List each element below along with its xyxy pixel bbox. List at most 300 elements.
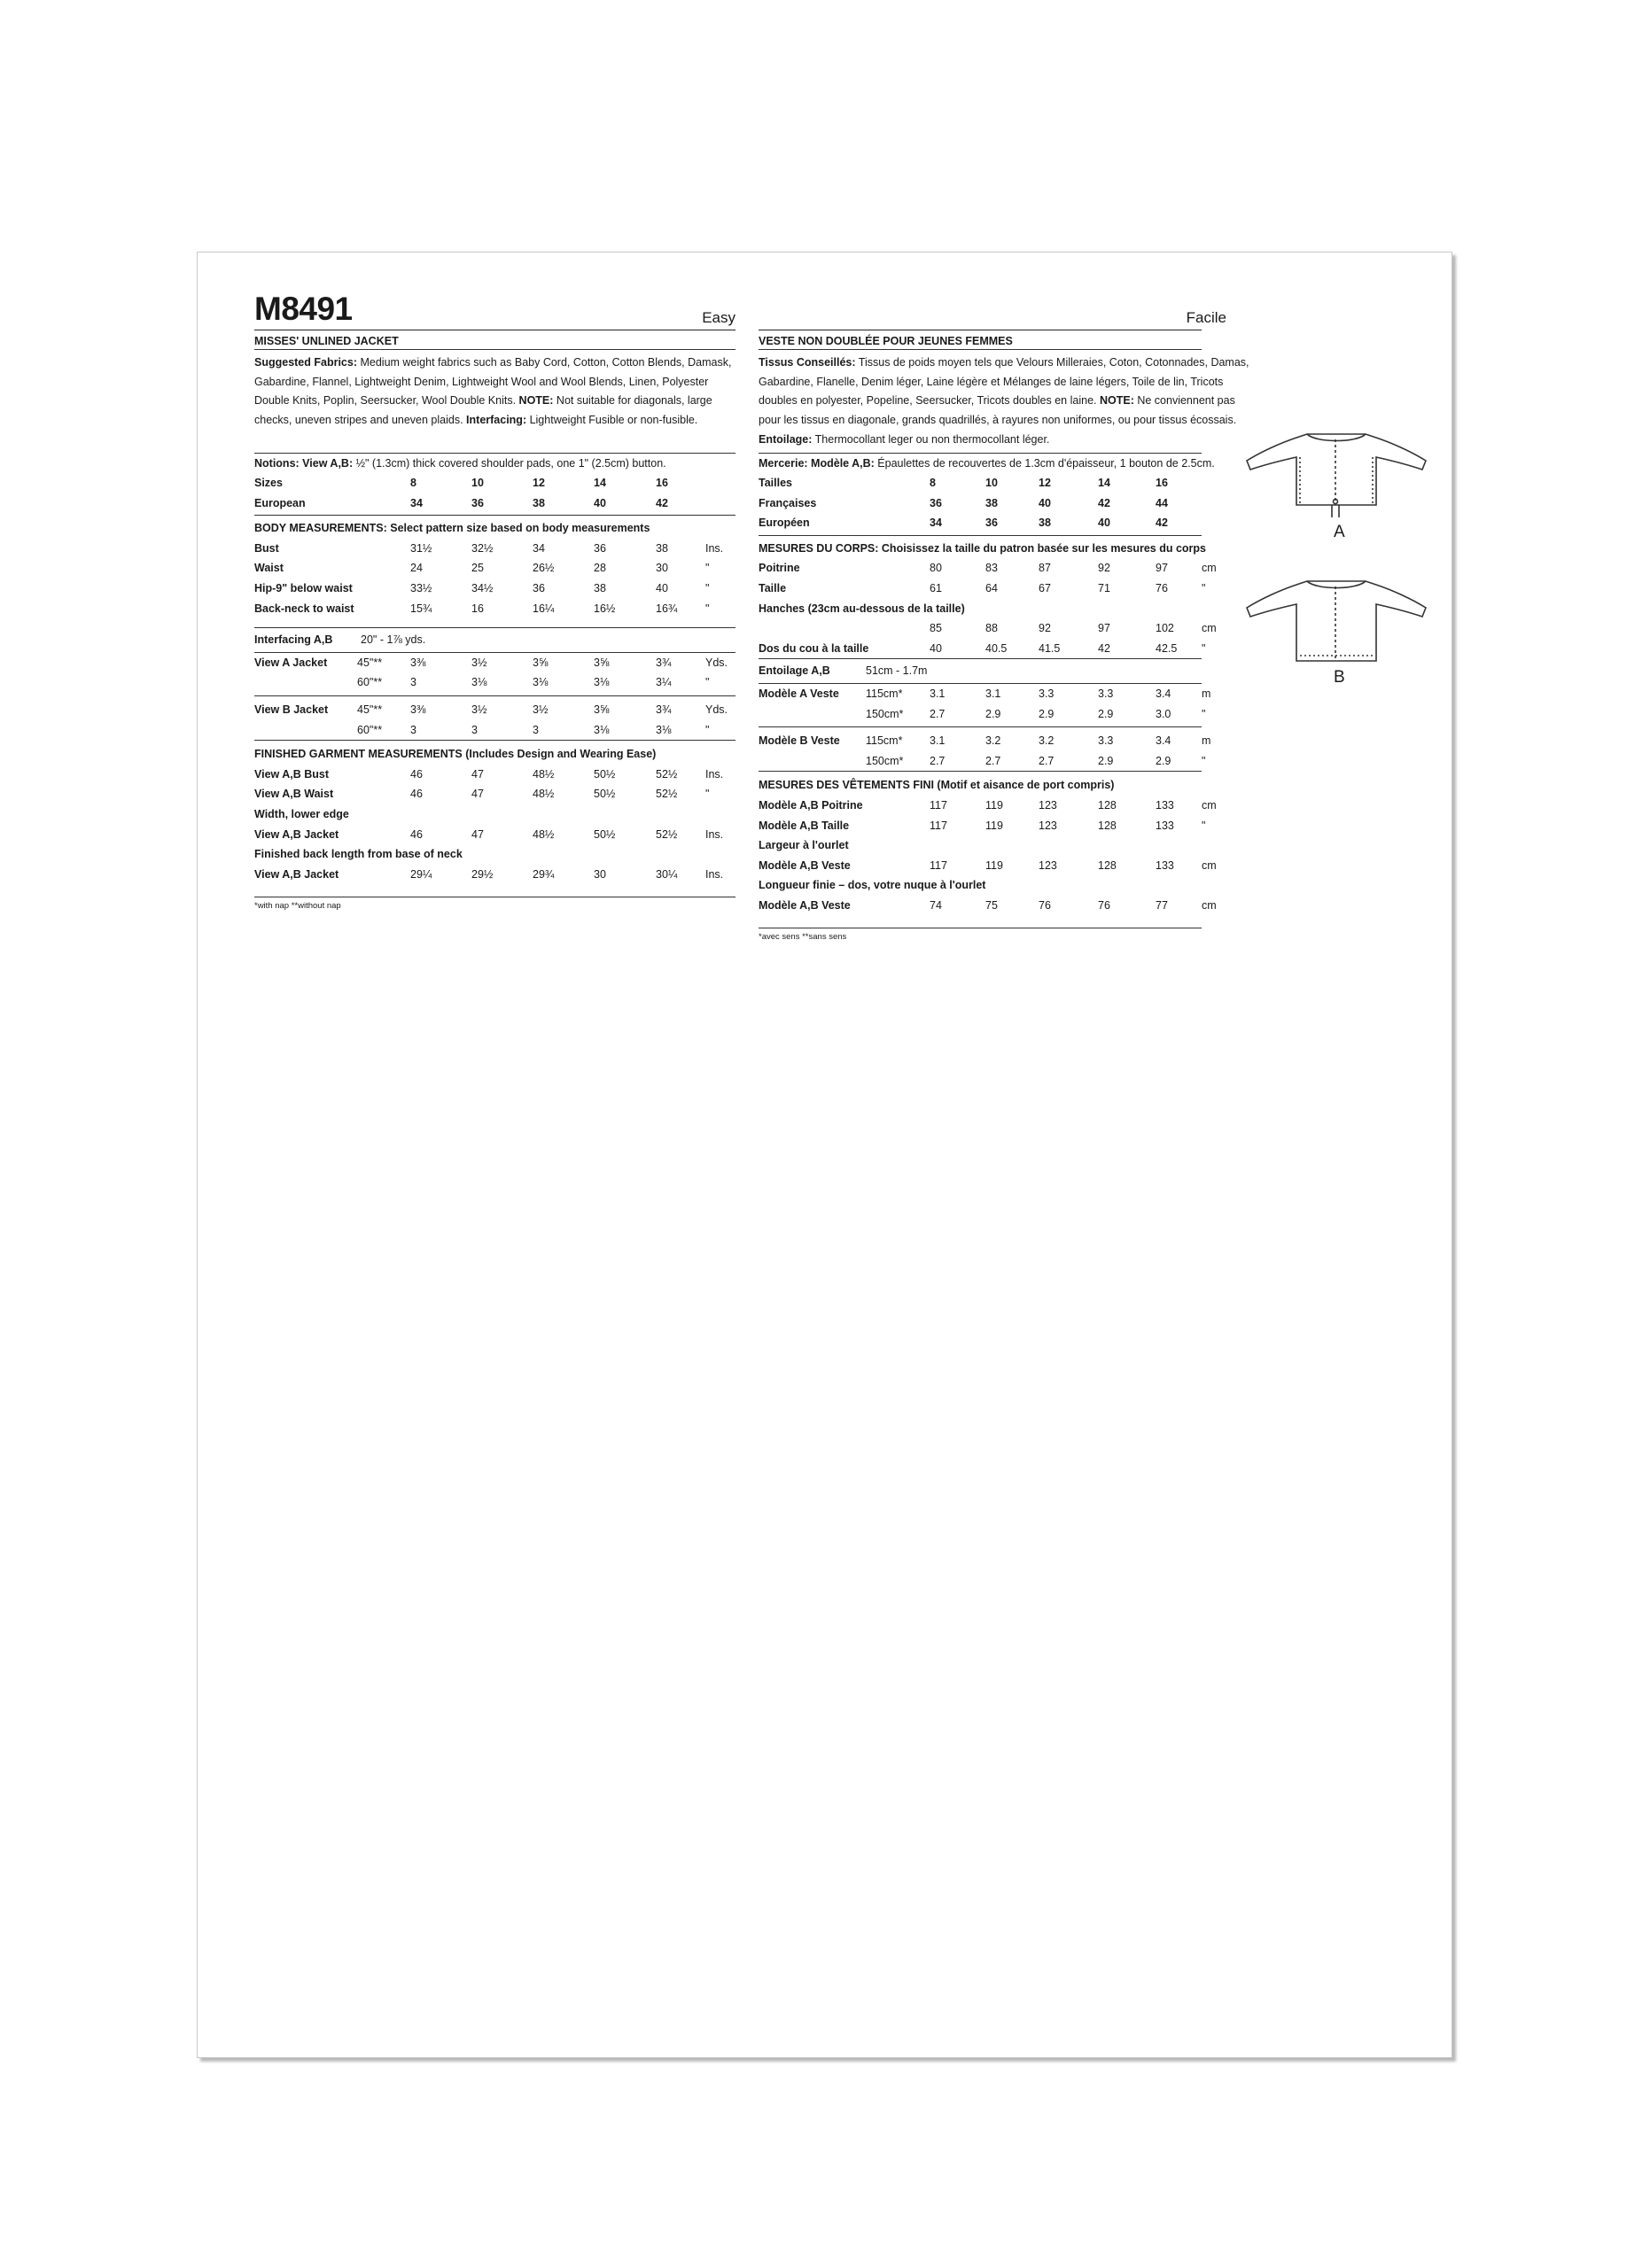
value-cell: 3⅛	[471, 676, 487, 689]
value-cell: 3.1	[930, 687, 946, 700]
row-label: Poitrine	[759, 562, 800, 575]
table-row	[759, 473, 1202, 493]
value-cell: 41.5	[1039, 641, 1061, 655]
value-cell: 32½	[471, 541, 494, 555]
unit-cell: "	[1202, 754, 1206, 767]
value-cell: 83	[985, 562, 998, 575]
interfacing-value: 20" - 1⅞ yds.	[361, 633, 426, 647]
body-measurements-heading: BODY MEASUREMENTS: Select pattern size based on body measurements	[254, 522, 650, 535]
value-cell: 102	[1156, 622, 1174, 635]
value-cell: 16½	[594, 602, 616, 615]
table-row	[254, 579, 735, 599]
value-cell: 38	[656, 541, 668, 555]
value-cell: 75	[985, 898, 998, 912]
value-cell: 47	[471, 788, 484, 801]
value-cell: 133	[1156, 819, 1174, 832]
value-cell: 12	[533, 477, 545, 489]
table-row	[254, 700, 735, 720]
row-label: Modèle A,B Taille	[759, 819, 850, 832]
value-cell: 61	[930, 581, 942, 594]
value-cell: 2.9	[1098, 707, 1114, 720]
bold-label: Interfacing:	[466, 414, 527, 427]
value-cell: 46	[410, 827, 423, 841]
value-cell: 3.0	[1156, 707, 1171, 720]
value-cell: 38	[985, 496, 998, 509]
value-cell: 133	[1156, 798, 1174, 812]
finished-measurements-table	[759, 796, 1217, 916]
value-cell: 16	[656, 477, 668, 489]
row-label: Sizes	[254, 477, 283, 489]
value-cell: 42	[656, 496, 668, 509]
fabric-width: 150cm*	[866, 707, 904, 720]
text-run: Épaulettes de recouvertes de 1.3cm d'épaisseur, 1 bouton de 2.5cm.	[874, 457, 1215, 470]
unit-cell: "	[705, 562, 710, 575]
value-cell: 64	[985, 581, 998, 594]
paragraph-line	[254, 353, 735, 373]
text-run: Gabardine, Flannel, Lightweight Denim, Lightweight Wool and Wool Blends, Linen, Polyester	[254, 375, 709, 388]
value-cell: 87	[1039, 562, 1051, 575]
value-cell: 36	[471, 496, 484, 509]
footnote: *with nap **without nap	[254, 901, 341, 912]
table-row	[254, 599, 735, 619]
unit-cell: "	[705, 676, 710, 689]
row-label: View A,B Jacket	[254, 867, 339, 881]
value-cell: 3¾	[656, 703, 672, 716]
table-row	[254, 493, 735, 514]
value-cell: 16¾	[656, 602, 678, 615]
value-cell: 3.1	[930, 734, 946, 748]
paragraph-line	[254, 373, 735, 392]
value-cell: 50½	[594, 827, 616, 841]
value-cell: 10	[471, 477, 484, 489]
table-row	[254, 630, 735, 650]
value-cell: 3¼	[656, 676, 672, 689]
value-cell: 3⅛	[533, 676, 549, 689]
text-run: Double Knits, Poplin, Seersucker, Wool Double Knits.	[254, 394, 519, 408]
garment-title: MISSES' UNLINED JACKET	[254, 335, 735, 350]
value-cell: 128	[1098, 798, 1117, 812]
row-label: Bust	[254, 541, 279, 555]
fabric-width: 115cm*	[866, 734, 903, 748]
table-row	[759, 816, 1206, 836]
yardage-table	[759, 661, 1211, 772]
interfacing-value: 51cm - 1.7m	[866, 664, 928, 678]
unit-cell: Ins.	[705, 541, 724, 555]
value-cell: 123	[1039, 798, 1057, 812]
value-cell: 3½	[471, 703, 487, 716]
value-cell: 38	[594, 581, 606, 594]
value-cell: 3⅜	[410, 703, 426, 716]
table-row	[254, 720, 735, 741]
table-row	[254, 558, 735, 579]
value-cell: 3.4	[1156, 687, 1171, 700]
fabric-width: 150cm*	[866, 754, 904, 767]
value-cell: 38	[1039, 517, 1051, 530]
text-run: Tissus de poids moyen tels que Velours Milleraies, Coton, Cotonnades, Damas,	[855, 356, 1249, 369]
unit-cell: Ins.	[705, 827, 724, 841]
value-cell: 8	[930, 477, 936, 489]
value-cell: 3½	[471, 656, 487, 669]
table-row	[759, 599, 1202, 619]
value-cell: 36	[930, 496, 942, 509]
value-cell: 3¾	[656, 656, 672, 669]
row-label: Européen	[759, 517, 810, 530]
value-cell: 2.7	[930, 754, 946, 767]
table-row	[254, 865, 735, 885]
value-cell: 25	[471, 562, 484, 575]
bold-label: Suggested Fabrics:	[254, 356, 357, 369]
unit-cell: "	[1202, 819, 1206, 832]
row-label: Width, lower edge	[254, 807, 349, 820]
suggested-fabrics	[254, 353, 735, 449]
footnote: *avec sens **sans sens	[759, 932, 847, 943]
value-cell: 40	[1039, 496, 1051, 509]
value-cell: 74	[930, 898, 942, 912]
value-cell: 46	[410, 788, 423, 801]
value-cell: 47	[471, 827, 484, 841]
row-label: Modèle A,B Veste	[759, 858, 851, 872]
fabric-width: 115cm*	[866, 687, 903, 700]
value-cell: 2.9	[985, 707, 1001, 720]
notions-line	[759, 454, 1215, 473]
row-label: Longueur finie – dos, votre nuque à l'ourlet	[759, 879, 986, 892]
value-cell: 33½	[410, 581, 432, 594]
table-row	[254, 825, 735, 845]
value-cell: 123	[1039, 858, 1057, 872]
english-column	[254, 291, 735, 912]
row-label: Modèle B Veste	[759, 734, 840, 748]
table-row	[254, 473, 735, 493]
paragraph-line	[759, 411, 1237, 431]
value-cell: 3.1	[985, 687, 1001, 700]
unit-cell: Ins.	[705, 767, 724, 781]
table-row	[759, 493, 1202, 514]
unit-cell: cm	[1202, 622, 1217, 635]
value-cell: 42	[1156, 517, 1168, 530]
value-cell: 76	[1039, 898, 1051, 912]
fabric-width: 60"**	[357, 723, 383, 736]
fabric-width: 60"**	[357, 676, 383, 689]
bold-label: NOTE:	[518, 394, 554, 408]
row-label: Dos du cou à la taille	[759, 641, 869, 655]
table-row	[759, 579, 1206, 599]
value-cell: 40	[930, 641, 942, 655]
unit-cell: Yds.	[705, 656, 728, 669]
text-run: Ne conviennent pas	[1133, 394, 1235, 408]
value-cell: 36	[533, 581, 545, 594]
table-row	[254, 844, 735, 865]
table-row	[759, 684, 1211, 704]
table-row	[254, 784, 735, 804]
value-cell: 3.2	[985, 734, 1001, 748]
value-cell: 3⅛	[656, 723, 672, 736]
text-run: Thermocollant leger ou non thermocollant léger.	[812, 432, 1050, 446]
value-cell: 28	[594, 562, 606, 575]
unit-cell: Ins.	[705, 867, 724, 881]
value-cell: 119	[985, 798, 1003, 812]
value-cell: 40.5	[985, 641, 1008, 655]
notions-line	[254, 454, 735, 473]
fabric-width: 45"**	[357, 703, 383, 716]
value-cell: 119	[985, 819, 1003, 832]
value-cell: 34	[930, 517, 942, 530]
paragraph-line	[254, 392, 735, 411]
value-cell: 36	[985, 517, 998, 530]
row-label: Taille	[759, 581, 787, 594]
value-cell: 123	[1039, 819, 1057, 832]
value-cell: 38	[533, 496, 545, 509]
value-cell: 119	[985, 858, 1003, 872]
value-cell: 42	[1098, 641, 1110, 655]
table-row	[759, 661, 1202, 681]
bold-label: NOTE:	[1099, 394, 1134, 408]
text-run: Medium weight fabrics such as Baby Cord, Cotton, Cotton Blends, Damask,	[357, 356, 732, 369]
suggested-fabrics	[759, 353, 1249, 449]
value-cell: 117	[930, 858, 947, 872]
value-cell: 2.7	[1039, 754, 1055, 767]
value-cell: 52½	[656, 767, 678, 781]
finished-measurements-heading: MESURES DES VÊTEMENTS FINI (Motif et aisance de port compris)	[759, 779, 1115, 792]
french-column	[759, 296, 1249, 943]
row-label: Interfacing A,B	[254, 633, 333, 647]
value-cell: 12	[1039, 477, 1051, 489]
view-a-label: A	[1334, 523, 1345, 541]
value-cell: 36	[594, 541, 606, 555]
table-row	[254, 804, 735, 825]
row-label: European	[254, 496, 306, 509]
table-row	[759, 796, 1217, 816]
text-run: ½" (1.3cm) thick covered shoulder pads, one 1" (2.5cm) button.	[353, 457, 666, 470]
value-cell: 14	[1098, 477, 1110, 489]
value-cell: 3	[410, 723, 416, 736]
value-cell: 117	[930, 798, 947, 812]
row-label: Finished back length from base of neck	[254, 848, 463, 861]
unit-cell: m	[1202, 687, 1211, 700]
value-cell: 133	[1156, 858, 1174, 872]
value-cell: 40	[1098, 517, 1110, 530]
finished-measurements-table	[254, 765, 735, 885]
unit-cell: cm	[1202, 858, 1217, 872]
value-cell: 34	[410, 496, 423, 509]
row-label: Waist	[254, 562, 284, 575]
value-cell: 3.3	[1039, 687, 1055, 700]
value-cell: 16	[1156, 477, 1168, 489]
value-cell: 50½	[594, 767, 616, 781]
value-cell: 10	[985, 477, 998, 489]
value-cell: 46	[410, 767, 423, 781]
sizes-table	[254, 473, 735, 513]
value-cell: 3.4	[1156, 734, 1171, 748]
value-cell: 29¼	[410, 867, 432, 881]
row-label: Hip-9" below waist	[254, 581, 353, 594]
value-cell: 30	[656, 562, 668, 575]
text-run: doubles en polyester, Popeline, Seersucker, Tricots doubles en laine.	[759, 394, 1100, 408]
bold-label: Mercerie: Modèle A,B:	[759, 457, 875, 470]
unit-cell: "	[1202, 581, 1206, 594]
row-label: View A,B Jacket	[254, 827, 339, 841]
unit-cell: cm	[1202, 898, 1217, 912]
paragraph-line	[759, 373, 1224, 392]
value-cell: 3.3	[1098, 687, 1114, 700]
table-row	[759, 513, 1202, 533]
row-label: Tailles	[759, 477, 792, 489]
value-cell: 3⅝	[533, 656, 549, 669]
row-label: View A Jacket	[254, 656, 328, 669]
unit-cell: "	[705, 723, 710, 736]
yardage-table	[254, 630, 735, 741]
column-header	[254, 291, 735, 330]
table-row	[759, 558, 1217, 579]
unit-cell: "	[705, 581, 710, 594]
sizes-table	[759, 473, 1202, 533]
table-row	[759, 639, 1206, 659]
value-cell: 42.5	[1156, 641, 1178, 655]
value-cell: 3	[410, 676, 416, 689]
value-cell: 3½	[533, 703, 549, 716]
table-row	[254, 539, 735, 559]
value-cell: 92	[1039, 622, 1051, 635]
value-cell: 2.9	[1156, 754, 1171, 767]
value-cell: 47	[471, 767, 484, 781]
value-cell: 76	[1098, 898, 1110, 912]
value-cell: 2.9	[1039, 707, 1055, 720]
unit-cell: cm	[1202, 798, 1217, 812]
value-cell: 3⅝	[594, 703, 610, 716]
body-measurements-table	[759, 558, 1217, 658]
value-cell: 88	[985, 622, 998, 635]
bold-label: Notions: View A,B:	[254, 457, 354, 470]
text-run: checks, uneven stripes and uneven plaids.	[254, 414, 467, 427]
value-cell: 3⅝	[594, 656, 610, 669]
bold-label: Entoilage:	[759, 432, 813, 446]
view-b-label: B	[1334, 668, 1345, 687]
value-cell: 128	[1098, 819, 1117, 832]
value-cell: 3	[471, 723, 478, 736]
jacket-view-a-drawing	[1245, 416, 1431, 691]
unit-cell: "	[1202, 641, 1206, 655]
value-cell: 15¾	[410, 602, 432, 615]
value-cell: 3.3	[1098, 734, 1114, 748]
value-cell: 85	[930, 622, 942, 635]
value-cell: 2.7	[930, 707, 946, 720]
row-label: Françaises	[759, 496, 817, 509]
value-cell: 8	[410, 477, 416, 489]
value-cell: 40	[656, 581, 668, 594]
value-cell: 3⅜	[410, 656, 426, 669]
table-row	[759, 835, 1202, 856]
value-cell: 16	[471, 602, 484, 615]
value-cell: 128	[1098, 858, 1117, 872]
body-measurements-table	[254, 539, 735, 618]
value-cell: 26½	[533, 562, 555, 575]
table-row	[759, 731, 1211, 751]
value-cell: 3.2	[1039, 734, 1055, 748]
unit-cell: Yds.	[705, 703, 728, 716]
value-cell: 2.9	[1098, 754, 1114, 767]
paragraph-line	[254, 411, 735, 431]
value-cell: 30	[594, 867, 606, 881]
value-cell: 14	[594, 477, 606, 489]
row-label: Entoilage A,B	[759, 664, 830, 678]
value-cell: 71	[1098, 581, 1110, 594]
value-cell: 48½	[533, 788, 555, 801]
value-cell: 97	[1098, 622, 1110, 635]
body-measurements-heading: MESURES DU CORPS: Choisissez la taille du patron basée sur les mesures du corps	[759, 541, 1207, 555]
difficulty-level: Facile	[1186, 309, 1226, 326]
row-label: Modèle A,B Veste	[759, 898, 851, 912]
unit-cell: m	[1202, 734, 1211, 748]
value-cell: 117	[930, 819, 947, 832]
view-drawings	[1245, 416, 1431, 691]
value-cell: 30¼	[656, 867, 678, 881]
table-row	[759, 875, 1202, 896]
value-cell: 2.7	[985, 754, 1001, 767]
value-cell: 52½	[656, 788, 678, 801]
value-cell: 50½	[594, 788, 616, 801]
text-run: Not suitable for diagonals, large	[553, 394, 712, 408]
value-cell: 3	[533, 723, 539, 736]
paragraph-line	[759, 392, 1235, 411]
value-cell: 76	[1156, 581, 1168, 594]
row-label: Largeur à l'ourlet	[759, 839, 849, 852]
table-row	[759, 856, 1217, 876]
table-row	[254, 672, 735, 693]
value-cell: 34½	[471, 581, 494, 594]
value-cell: 16¼	[533, 602, 555, 615]
value-cell: 80	[930, 562, 942, 575]
column-header	[759, 296, 1226, 330]
row-label: View A,B Bust	[254, 767, 330, 781]
value-cell: 77	[1156, 898, 1168, 912]
value-cell: 92	[1098, 562, 1110, 575]
text-run: pour les tissus en diagonale, grands quadrillés, à rayures non uniformes, ou pour tissus écossais.	[759, 414, 1237, 427]
table-row	[759, 618, 1217, 639]
value-cell: 29½	[471, 867, 494, 881]
value-cell: 3⅛	[594, 676, 610, 689]
value-cell: 67	[1039, 581, 1051, 594]
finished-measurements-heading: FINISHED GARMENT MEASUREMENTS (Includes Design and Wearing Ease)	[254, 748, 657, 761]
table-row	[759, 896, 1217, 916]
value-cell: 48½	[533, 767, 555, 781]
value-cell: 31½	[410, 541, 432, 555]
row-label: Hanches (23cm au-dessous de la taille)	[759, 602, 965, 615]
row-label: View A,B Waist	[254, 788, 334, 801]
paragraph-line	[759, 353, 1249, 373]
table-row	[759, 751, 1206, 772]
unit-cell: "	[1202, 707, 1206, 720]
value-cell: 40	[594, 496, 606, 509]
value-cell: 44	[1156, 496, 1168, 509]
unit-cell: cm	[1202, 562, 1217, 575]
table-row	[254, 765, 735, 785]
value-cell: 97	[1156, 562, 1168, 575]
value-cell: 34	[533, 541, 545, 555]
value-cell: 3⅛	[594, 723, 610, 736]
value-cell: 29¾	[533, 867, 555, 881]
difficulty-level: Easy	[702, 309, 735, 326]
row-label: Modèle A,B Poitrine	[759, 798, 863, 812]
table-row	[254, 653, 735, 673]
unit-cell: "	[705, 788, 710, 801]
text-run: Gabardine, Flanelle, Denim léger, Laine légère et Mélanges de laine légers, Toile de lin, Tricots	[759, 375, 1224, 388]
unit-cell: "	[705, 602, 710, 615]
pattern-code: M8491	[254, 291, 353, 327]
row-label: View B Jacket	[254, 703, 329, 716]
row-label: Modèle A Veste	[759, 687, 839, 700]
garment-title: VESTE NON DOUBLÉE POUR JEUNES FEMMES	[759, 330, 1202, 350]
bold-label: Tissus Conseillés:	[759, 356, 856, 369]
table-row	[759, 704, 1206, 725]
